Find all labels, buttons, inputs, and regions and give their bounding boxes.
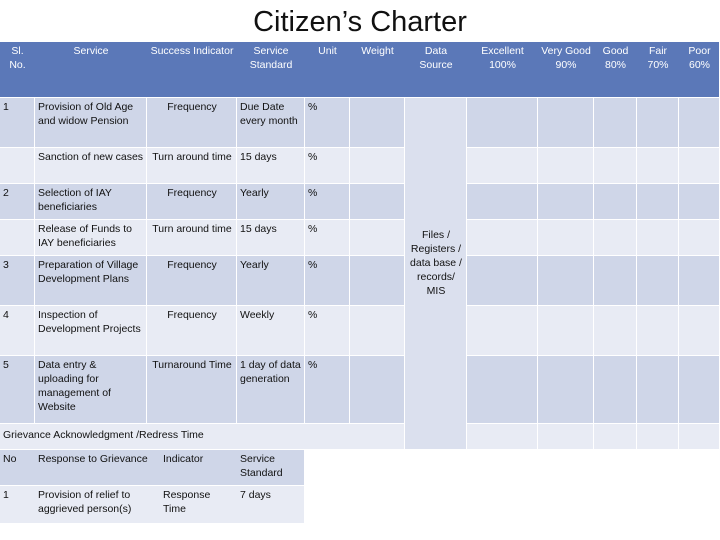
row-service: Release of Funds to IAY beneficiaries [38, 223, 132, 249]
row-sl-no: 5 [3, 359, 9, 371]
table-cell-bg [679, 98, 720, 148]
table-cell-bg [538, 220, 594, 256]
row-success-indicator: Frequency [167, 101, 217, 113]
table-cell-bg [594, 424, 637, 450]
table-cell-bg [679, 356, 720, 424]
table-cell-bg [594, 148, 637, 184]
header-poor: Poor 60% [688, 45, 711, 71]
table-cell-bg [594, 98, 637, 148]
row-service: Preparation of Village Development Plans [38, 259, 139, 285]
row-unit: % [308, 359, 318, 371]
table-cell-bg [350, 306, 405, 356]
table-cell-bg [594, 256, 637, 306]
row-service: Data entry & uploading for management of Website [38, 359, 111, 413]
row-success-indicator: Turnaround Time [152, 359, 232, 371]
row-service-standard: Weekly [240, 309, 275, 321]
row-service: Provision of Old Age and widow Pension [38, 101, 134, 127]
row-service: Selection of IAY beneficiaries [38, 187, 112, 213]
row-sl-no: 3 [3, 259, 9, 271]
table-cell-bg [637, 256, 679, 306]
table-cell-bg [637, 356, 679, 424]
table-cell-bg [637, 148, 679, 184]
row-service-standard: Yearly [240, 187, 269, 199]
row-sl-no: 1 [3, 101, 9, 113]
table-cell-bg [637, 184, 679, 220]
table-cell-bg [538, 424, 594, 450]
table-cell-bg [594, 220, 637, 256]
row-unit: % [308, 309, 318, 321]
table-cell-bg [350, 220, 405, 256]
row-sl-no: 4 [3, 309, 9, 321]
table-cell-bg [538, 256, 594, 306]
table-cell-bg [467, 148, 538, 184]
table-cell-bg [350, 148, 405, 184]
row-success-indicator: Turn around time [152, 151, 232, 163]
table-cell-bg [467, 184, 538, 220]
header-service-standard: Service Standard [249, 45, 293, 71]
table-cell-bg [679, 148, 720, 184]
table-cell-bg [350, 98, 405, 148]
grievance-row-standard: 7 days [240, 489, 271, 501]
grievance-header-response: Response to Grievance [38, 453, 148, 465]
table-cell-bg [637, 220, 679, 256]
grievance-header-no: No [3, 453, 17, 465]
table-cell-bg [467, 306, 538, 356]
table-cell-bg [594, 184, 637, 220]
header-fair: Fair 70% [647, 45, 669, 71]
table-cell-bg [538, 356, 594, 424]
header-sl-no: Sl. No. [9, 45, 26, 71]
row-service-standard: 1 day of data generation [240, 359, 301, 385]
table-cell-bg [467, 424, 538, 450]
row-unit: % [308, 151, 318, 163]
grievance-row-indicator: Response Time [163, 489, 211, 515]
table-cell-bg [679, 256, 720, 306]
row-success-indicator: Frequency [167, 259, 217, 271]
table-cell-bg [637, 424, 679, 450]
data-source-merged: Files / Registers / data base / records/ MIS [410, 229, 462, 297]
table-cell-bg [350, 356, 405, 424]
grievance-row-no: 1 [3, 489, 9, 501]
header-data-source: Data Source [419, 45, 453, 71]
header-unit: Unit [318, 45, 337, 57]
table-cell-bg [637, 306, 679, 356]
table-cell-bg [467, 98, 538, 148]
grievance-title: Grievance Acknowledgment /Redress Time [3, 429, 204, 441]
table-cell-bg [594, 356, 637, 424]
header-success-indicator: Success Indicator [150, 45, 234, 57]
header-very-good: Very Good 90% [541, 45, 591, 71]
table-cell-bg [679, 184, 720, 220]
table-cell-bg [467, 220, 538, 256]
table-cell-bg [538, 98, 594, 148]
header-good: Good 80% [602, 45, 629, 71]
table-cell-bg [679, 306, 720, 356]
table-cell-bg [679, 220, 720, 256]
row-service-standard: Yearly [240, 259, 269, 271]
table-cell-bg [594, 306, 637, 356]
grievance-header-indicator: Indicator [163, 453, 204, 465]
table-cell-bg [538, 148, 594, 184]
row-success-indicator: Turn around time [152, 223, 232, 235]
row-service-standard: 15 days [240, 223, 277, 235]
row-service: Inspection of Development Projects [38, 309, 141, 335]
row-success-indicator: Frequency [167, 187, 217, 199]
row-service: Sanction of new cases [38, 151, 144, 163]
header-service: Service [73, 45, 109, 57]
row-sl-no: 2 [3, 187, 9, 199]
table-cell-bg [538, 184, 594, 220]
page-title: Citizen’s Charter [253, 6, 467, 38]
row-unit: % [308, 187, 318, 199]
row-unit: % [308, 259, 318, 271]
table-cell-bg [350, 184, 405, 220]
table-cell-bg [350, 256, 405, 306]
row-unit: % [308, 101, 318, 113]
grievance-header-standard: Service Standard [240, 453, 283, 479]
row-success-indicator: Frequency [167, 309, 217, 321]
row-unit: % [308, 223, 318, 235]
row-service-standard: Due Date every month [240, 101, 298, 127]
grievance-row-response: Provision of relief to aggrieved person(s) [38, 489, 132, 515]
header-weight: Weight [361, 45, 394, 57]
table-cell-bg [637, 98, 679, 148]
row-service-standard: 15 days [240, 151, 277, 163]
header-excellent: Excellent 100% [481, 45, 524, 71]
table-cell-bg [467, 256, 538, 306]
table-cell-bg [679, 424, 720, 450]
table-cell-bg [538, 306, 594, 356]
row-sl-no [0, 148, 35, 184]
table-cell-bg [467, 356, 538, 424]
row-sl-no [0, 220, 35, 256]
